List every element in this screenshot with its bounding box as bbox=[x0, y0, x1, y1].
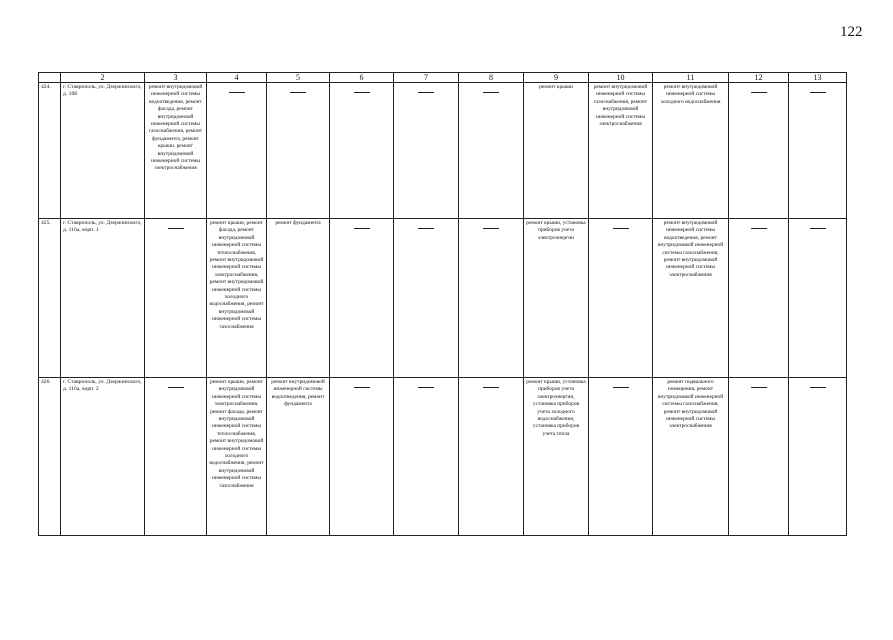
cell-col9: ремонт крыши, установка приборов учета электроэнергии bbox=[524, 219, 589, 378]
cell-col4 bbox=[207, 83, 267, 219]
cell-col4: ремонт крыши, ремонт фасада, ремонт внутридомовой инженерной системы теплоснабжения, ремонт внутридомовой инженерной системы электроснабжения, ремонт внутридомовой инженерной системы холодного водоснабжения, ремонт внутридомовой инженерной системы газоснабжения bbox=[207, 219, 267, 378]
empty-dash bbox=[810, 387, 826, 388]
empty-dash bbox=[418, 92, 434, 93]
repair-schedule-table bbox=[38, 72, 847, 536]
cell-col6 bbox=[330, 378, 394, 536]
address-cell: г. Ставрополь, ул. Дзержинского, д. 116а, корп. 1 bbox=[61, 219, 145, 378]
col-header: 2 bbox=[61, 73, 145, 83]
row-number: 424. bbox=[39, 83, 61, 219]
cell-col5: ремонт внутридомовой инженерной системы водоотведения, ремонт фундамента bbox=[267, 378, 330, 536]
cell-col3 bbox=[145, 378, 207, 536]
empty-dash bbox=[810, 228, 826, 229]
col-header: 13 bbox=[789, 73, 847, 83]
col-header: 4 bbox=[207, 73, 267, 83]
empty-dash bbox=[229, 92, 245, 93]
table-row bbox=[39, 219, 847, 378]
cell-col10: ремонт внутридомовой инженерной системы газоснабжения, ремонт внутридомовой инженерной системы электроснабжения bbox=[589, 83, 653, 219]
col-header bbox=[39, 73, 61, 83]
cell-col8 bbox=[459, 378, 524, 536]
empty-dash bbox=[613, 387, 629, 388]
empty-dash bbox=[483, 92, 499, 93]
col-header: 5 bbox=[267, 73, 330, 83]
row-number: 425. bbox=[39, 219, 61, 378]
cell-col10 bbox=[589, 378, 653, 536]
col-header: 3 bbox=[145, 73, 207, 83]
col-header: 9 bbox=[524, 73, 589, 83]
cell-col13 bbox=[789, 378, 847, 536]
cell-col11: ремонт внутридомовой инженерной системы холодного водоснабжения bbox=[653, 83, 729, 219]
empty-dash bbox=[483, 228, 499, 229]
col-header: 6 bbox=[330, 73, 394, 83]
cell-col8 bbox=[459, 219, 524, 378]
cell-col12 bbox=[729, 219, 789, 378]
empty-dash bbox=[418, 387, 434, 388]
empty-dash bbox=[354, 92, 370, 93]
empty-dash bbox=[751, 228, 767, 229]
cell-col13 bbox=[789, 219, 847, 378]
cell-col13 bbox=[789, 83, 847, 219]
col-header: 7 bbox=[394, 73, 459, 83]
cell-col3: ремонт внутридомовой инженерной системы водоотведения, ремонт фасада, ремонт внутридомовой инженерной системы газоснабжения, ремонт фундамента, ремонт крыши, ремонт внутридомовой инженерной системы электроснабжения bbox=[145, 83, 207, 219]
empty-dash bbox=[418, 228, 434, 229]
address-cell: г. Ставрополь, ул. Дзержинского, д. 108 bbox=[61, 83, 145, 219]
cell-col12 bbox=[729, 378, 789, 536]
cell-col5 bbox=[267, 83, 330, 219]
empty-dash bbox=[751, 92, 767, 93]
column-header-row bbox=[39, 73, 847, 83]
empty-dash bbox=[751, 387, 767, 388]
cell-col4: ремонт крыши, ремонт внутридомовой инженерной системы электроснабжения, ремонт фасада, ремонт внутридомовой инженерной системы теплоснабжения, ремонт внутридомовой инженерной системы холодного водоснабжения, ремонт внутридомовой инженерной системы газоснабжения bbox=[207, 378, 267, 536]
cell-col7 bbox=[394, 378, 459, 536]
cell-col9: ремонт крыши, установка приборов учета электроэнергии, установка приборов учета холодного водоснабжения, установка приборов учета тепла bbox=[524, 378, 589, 536]
cell-col5: ремонт фундамента bbox=[267, 219, 330, 378]
empty-dash bbox=[613, 228, 629, 229]
cell-col12 bbox=[729, 83, 789, 219]
empty-dash bbox=[483, 387, 499, 388]
table-row bbox=[39, 378, 847, 536]
address-cell: г. Ставрополь, ул. Дзержинского, д. 116а, корп. 2 bbox=[61, 378, 145, 536]
empty-dash bbox=[354, 228, 370, 229]
cell-col7 bbox=[394, 219, 459, 378]
col-header: 10 bbox=[589, 73, 653, 83]
cell-col11: ремонт подвального помещения, ремонт внутридомовой инженерной системы газоснабжения, ремонт внутридомовой инженерной системы электроснабжения bbox=[653, 378, 729, 536]
cell-col7 bbox=[394, 83, 459, 219]
empty-dash bbox=[810, 92, 826, 93]
cell-col11: ремонт внутридомовой инженерной системы водоотведения, ремонт внутридомовой инженерной системы газоснабжения, ремонт внутридомовой инженерной системы электроснабжения bbox=[653, 219, 729, 378]
col-header: 11 bbox=[653, 73, 729, 83]
cell-col3 bbox=[145, 219, 207, 378]
col-header: 8 bbox=[459, 73, 524, 83]
cell-col8 bbox=[459, 83, 524, 219]
col-header: 12 bbox=[729, 73, 789, 83]
cell-col6 bbox=[330, 219, 394, 378]
empty-dash bbox=[290, 92, 306, 93]
empty-dash bbox=[354, 387, 370, 388]
row-number: 426. bbox=[39, 378, 61, 536]
table-row bbox=[39, 83, 847, 219]
page-number: 122 bbox=[840, 24, 863, 40]
cell-col10 bbox=[589, 219, 653, 378]
empty-dash bbox=[168, 228, 184, 229]
cell-col6 bbox=[330, 83, 394, 219]
empty-dash bbox=[168, 387, 184, 388]
cell-col9: ремонт крыши bbox=[524, 83, 589, 219]
